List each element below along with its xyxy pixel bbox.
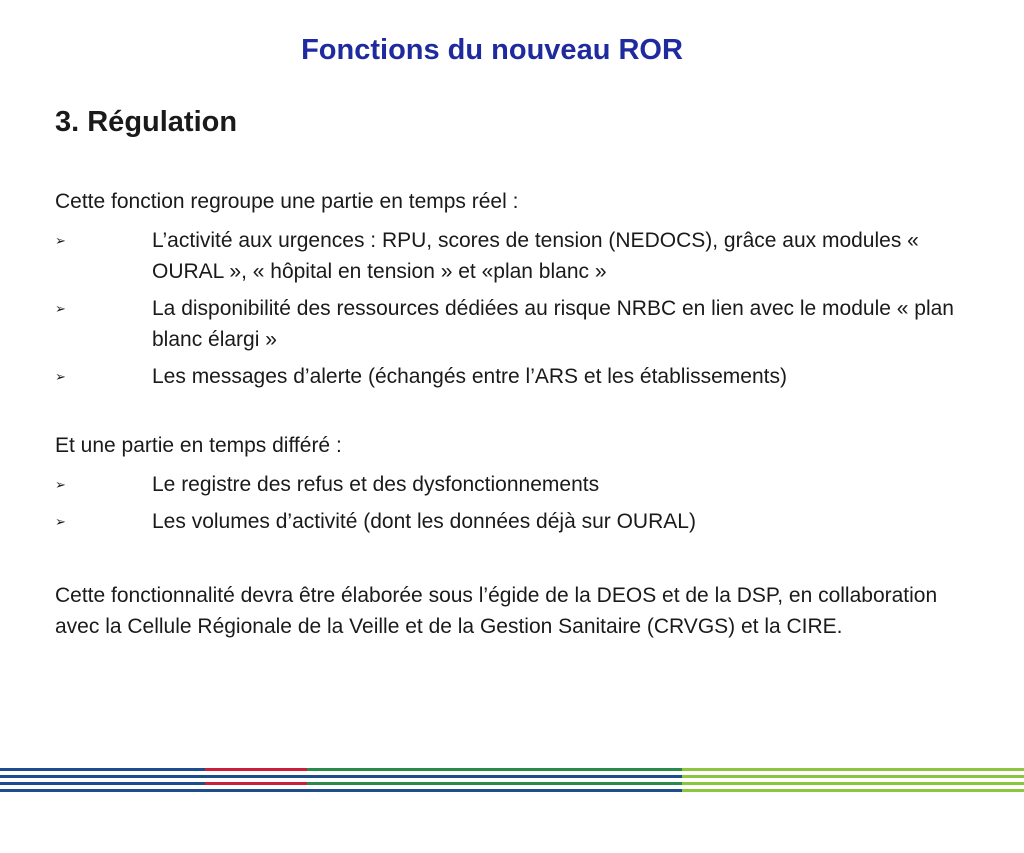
list-item [55,506,985,537]
stripe-light-green-segment [682,768,1024,792]
list-item [55,361,985,392]
deferred-bullet-list [55,469,985,543]
list-item-text: Les messages d’alerte (échangés entre l’ARS et les établissements) [152,365,787,388]
list-item-text: La disponibilité des ressources dédiées au risque NRBC en lien avec le module « plan blanc élargi » [152,297,954,351]
stripe-blue-segment [0,768,205,792]
intro-deferred-text: Et une partie en temps différé : [55,434,342,457]
chevron-arrow-icon: ➢ [55,477,66,492]
chevron-arrow-icon: ➢ [55,233,66,248]
list-item [55,225,985,287]
closing-paragraph: Cette fonctionnalité devra être élaborée sous l’égide de la DEOS et de la DSP, en collaboration avec la Cellule Régionale de la Veille et de la Gestion Sanitaire (CRVGS) et la CIRE. [55,584,938,638]
chevron-arrow-icon: ➢ [55,301,66,316]
list-item-text: Le registre des refus et des dysfonctionnements [152,473,600,496]
list-item [55,469,985,500]
stripe-red-segment [205,768,307,792]
slide-title: Fonctions du nouveau ROR [301,34,683,66]
section-heading: 3. Régulation [55,106,238,138]
chevron-arrow-icon: ➢ [55,369,66,384]
list-item [55,293,985,355]
list-item-text: L’activité aux urgences : RPU, scores de tension (NEDOCS), grâce aux modules « OURAL », « hôpital en tension » et «plan blanc » [152,229,919,283]
intro-realtime-text: Cette fonction regroupe une partie en temps réel : [55,190,519,213]
realtime-bullet-list [55,225,985,398]
list-item-text: Les volumes d’activité (dont les données déjà sur OURAL) [152,510,696,533]
chevron-arrow-icon: ➢ [55,514,66,529]
footer-stripes [0,766,1024,796]
stripe-dark-green-segment [307,768,682,792]
